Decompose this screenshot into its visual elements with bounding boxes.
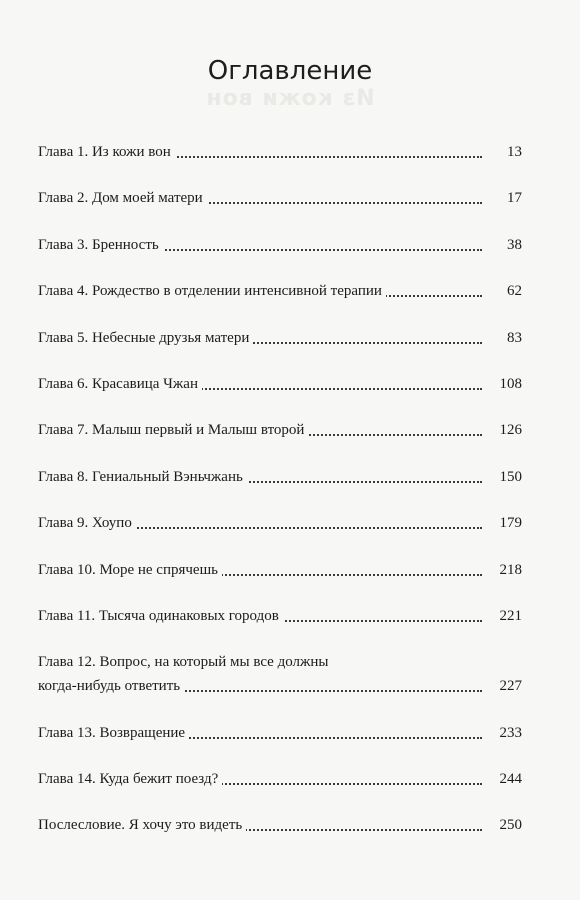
toc-entry-title: Глава 13. Возвращение	[38, 723, 189, 743]
toc-entry-title: Послесловие. Я хочу это видеть	[38, 815, 246, 835]
toc-entry-page: 227	[494, 676, 523, 696]
toc-entry-page: 250	[494, 815, 523, 835]
toc-entry-page: 38	[501, 235, 522, 255]
toc-entry-title: Глава 7. Малыш первый и Малыш второй	[38, 420, 308, 440]
toc-entry	[38, 188, 522, 208]
toc-entry	[38, 513, 522, 533]
toc-entry	[38, 815, 522, 835]
toc-entry-page: 244	[494, 769, 523, 789]
table-of-contents	[38, 142, 522, 862]
toc-entry-title-line1: Глава 12. Вопрос, на который мы все должны	[38, 654, 329, 671]
toc-entry-page: 221	[494, 606, 523, 626]
toc-entry-page: 150	[494, 467, 523, 487]
toc-entry-page: 13	[501, 142, 522, 162]
toc-entry	[38, 723, 522, 743]
toc-entry-title: Глава 5. Небесные друзья матери	[38, 328, 253, 348]
toc-entry-page: 17	[501, 188, 522, 208]
page-title: Оглавление	[207, 56, 373, 86]
toc-entry	[38, 328, 522, 348]
toc-entry-title-line2: когда-нибудь ответить	[38, 676, 184, 696]
toc-entry-title: Глава 14. Куда бежит поезд?	[38, 769, 222, 789]
toc-entry-page: 62	[501, 281, 522, 301]
toc-entry	[38, 769, 522, 789]
toc-entry	[38, 374, 522, 394]
toc-entry-page: 126	[494, 420, 523, 440]
toc-entry-page: 179	[494, 513, 523, 533]
toc-entry-title: Глава 1. Из кожи вон	[38, 142, 175, 162]
toc-entry-title: Глава 6. Красавица Чжан	[38, 374, 202, 394]
toc-entry	[38, 606, 522, 626]
toc-entry	[38, 281, 522, 301]
toc-entry	[38, 467, 522, 487]
toc-entry-title: Глава 10. Море не спрячешь	[38, 560, 222, 580]
bleed-through-text: Из кожи вон	[205, 86, 375, 111]
toc-entry-title: Глава 2. Дом моей матери	[38, 188, 207, 208]
toc-entry	[38, 235, 522, 255]
toc-entry-title: Глава 9. Хоупо	[38, 513, 136, 533]
toc-entry	[38, 142, 522, 162]
toc-entry-title: Глава 8. Гениальный Вэньчжань	[38, 467, 247, 487]
toc-entry-title: Глава 11. Тысяча одинаковых городов	[38, 606, 283, 626]
toc-entry-page: 218	[494, 560, 523, 580]
toc-entry	[38, 652, 522, 696]
toc-entry-title: Глава 4. Рождество в отделении интенсивной терапии	[38, 281, 386, 301]
toc-entry-page: 233	[494, 723, 523, 743]
toc-entry-title: Глава 3. Бренность	[38, 235, 163, 255]
toc-entry	[38, 560, 522, 580]
toc-entry	[38, 420, 522, 440]
toc-entry-page: 83	[501, 328, 522, 348]
toc-entry-page: 108	[494, 374, 523, 394]
